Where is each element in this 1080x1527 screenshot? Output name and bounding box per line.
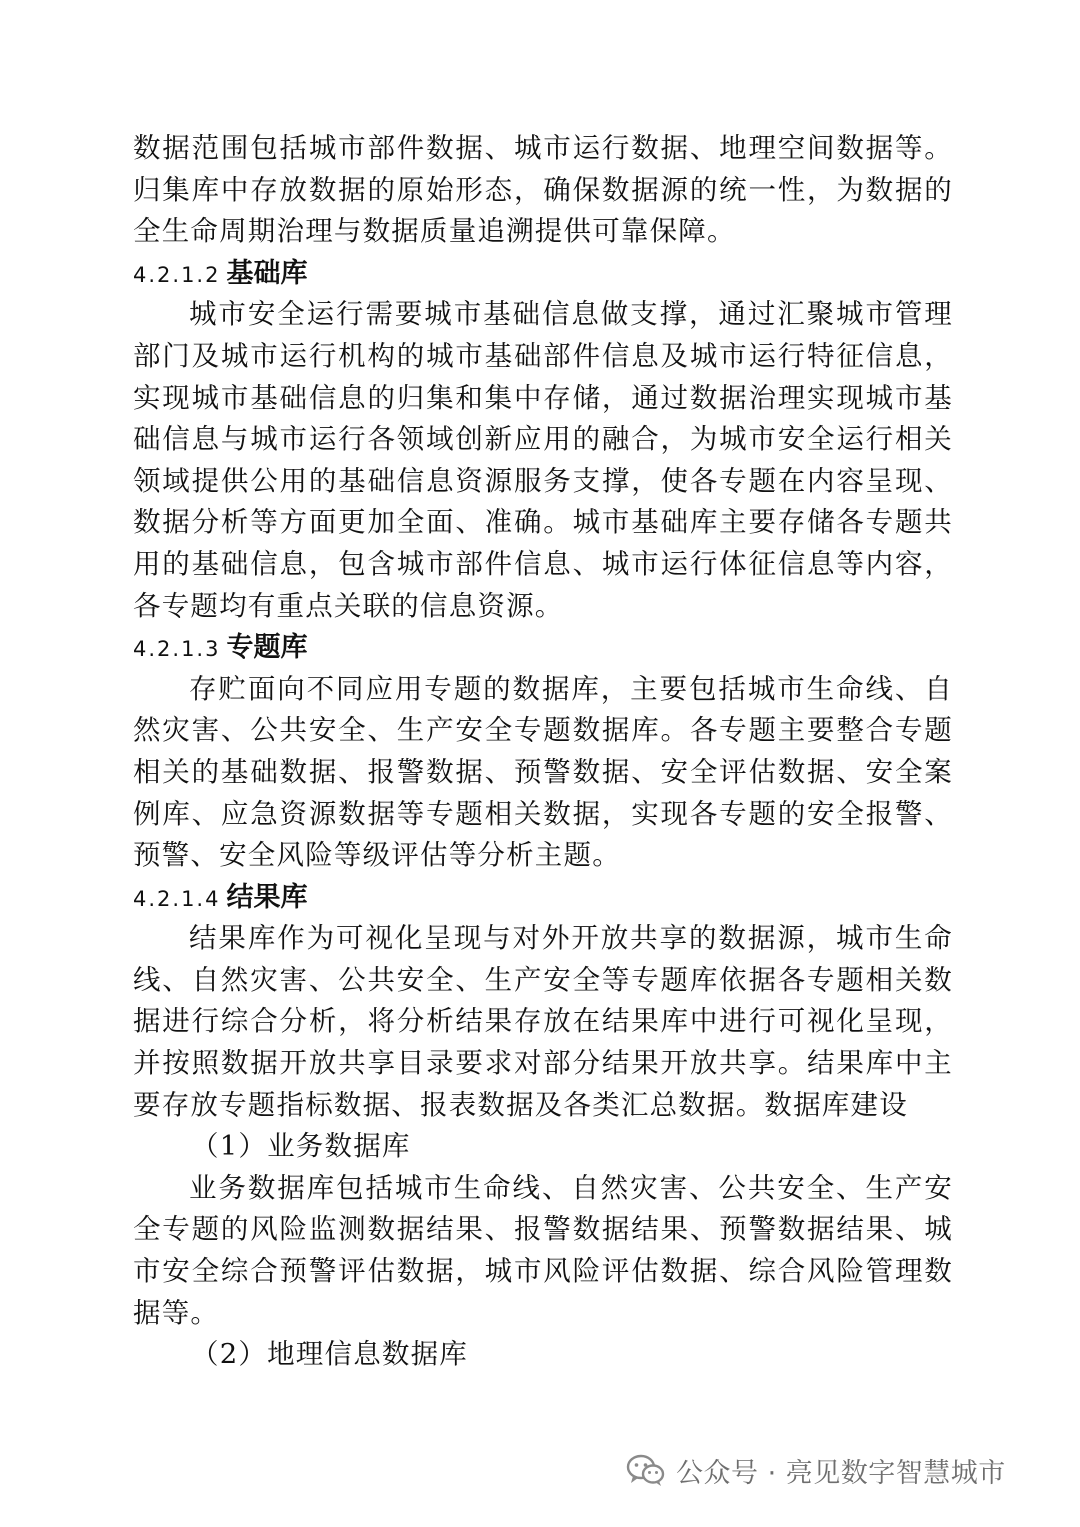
section-number: 4.2.1.4 <box>133 886 221 911</box>
paragraph-line: 础信息与城市运行各领域创新应用的融合，为城市安全运行相关 <box>133 423 953 456</box>
watermark-text: 公众号 · 亮见数字智慧城市 <box>676 1457 1006 1489</box>
paragraph-line: 市安全综合预警评估数据，城市风险评估数据、综合风险管理数 <box>133 1255 953 1288</box>
paragraph-line: 结果库作为可视化呈现与对外开放共享的数据源，城市生命 <box>189 922 953 955</box>
paragraph-line: 然灾害、公共安全、生产安全专题数据库。各专题主要整合专题 <box>133 714 953 747</box>
paragraph-line: 业务数据库包括城市生命线、自然灾害、公共安全、生产安 <box>189 1171 953 1204</box>
section-title: 结果库 <box>226 881 308 913</box>
section-heading-4-2-1-4 <box>133 877 953 919</box>
section-number: 4.2.1.3 <box>133 637 221 662</box>
paragraph-line: 全生命周期治理与数据质量追溯提供可靠保障。 <box>133 215 736 248</box>
section-heading-4-2-1-2 <box>133 253 953 295</box>
paragraph-line: 归集库中存放数据的原始形态，确保数据源的统一性，为数据的 <box>133 173 953 206</box>
paragraph-line: 据进行综合分析，将分析结果存放在结果库中进行可视化呈现， <box>133 1005 953 1038</box>
subsection-title-business-db: （1）业务数据库 <box>191 1130 411 1163</box>
paragraph-line: 据等。 <box>133 1296 220 1329</box>
paragraph-line: 实现城市基础信息的归集和集中存储，通过数据治理实现城市基 <box>133 381 953 414</box>
paragraph-line: 用的基础信息，包含城市部件信息、城市运行体征信息等内容， <box>133 547 953 580</box>
paragraph-line: 并按照数据开放共享目录要求对部分结果开放共享。结果库中主 <box>133 1047 953 1080</box>
paragraph-line: 存贮面向不同应用专题的数据库，主要包括城市生命线、自 <box>189 672 953 705</box>
paragraph-line: 部门及城市运行机构的城市基础部件信息及城市运行特征信息， <box>133 339 953 372</box>
paragraph-line: 数据范围包括城市部件数据、城市运行数据、地理空间数据等。 <box>133 132 953 164</box>
paragraph-line: 领域提供公用的基础信息资源服务支撑，使各专题在内容呈现、 <box>133 464 953 497</box>
paragraph-line: 例库、应急资源数据等专题相关数据，实现各专题的安全报警、 <box>133 797 953 830</box>
subsection-title-geo-db: （2）地理信息数据库 <box>191 1338 468 1371</box>
paragraph-line: 数据分析等方面更加全面、准确。城市基础库主要存储各专题共 <box>133 506 953 539</box>
document-body <box>133 128 953 1376</box>
section-title: 基础库 <box>226 257 308 289</box>
wechat-watermark <box>626 1448 1006 1492</box>
paragraph-line: 相关的基础数据、报警数据、预警数据、安全评估数据、安全案 <box>133 755 953 788</box>
wechat-icon <box>626 1453 666 1487</box>
paragraph-line: 城市安全运行需要城市基础信息做支撑，通过汇聚城市管理 <box>189 298 953 331</box>
section-heading-4-2-1-3 <box>133 627 953 669</box>
section-title: 专题库 <box>226 632 308 664</box>
paragraph-line: 预警、安全风险等级评估等分析主题。 <box>133 839 621 872</box>
section-number: 4.2.1.2 <box>133 262 221 287</box>
paragraph-line: 全专题的风险监测数据结果、报警数据结果、预警数据结果、城 <box>133 1213 953 1246</box>
paragraph-line: 要存放专题指标数据、报表数据及各类汇总数据。数据库建设 <box>133 1088 908 1121</box>
paragraph-line: 各专题均有重点关联的信息资源。 <box>133 589 564 622</box>
paragraph-line: 线、自然灾害、公共安全、生产安全等专题库依据各专题相关数 <box>133 963 953 996</box>
